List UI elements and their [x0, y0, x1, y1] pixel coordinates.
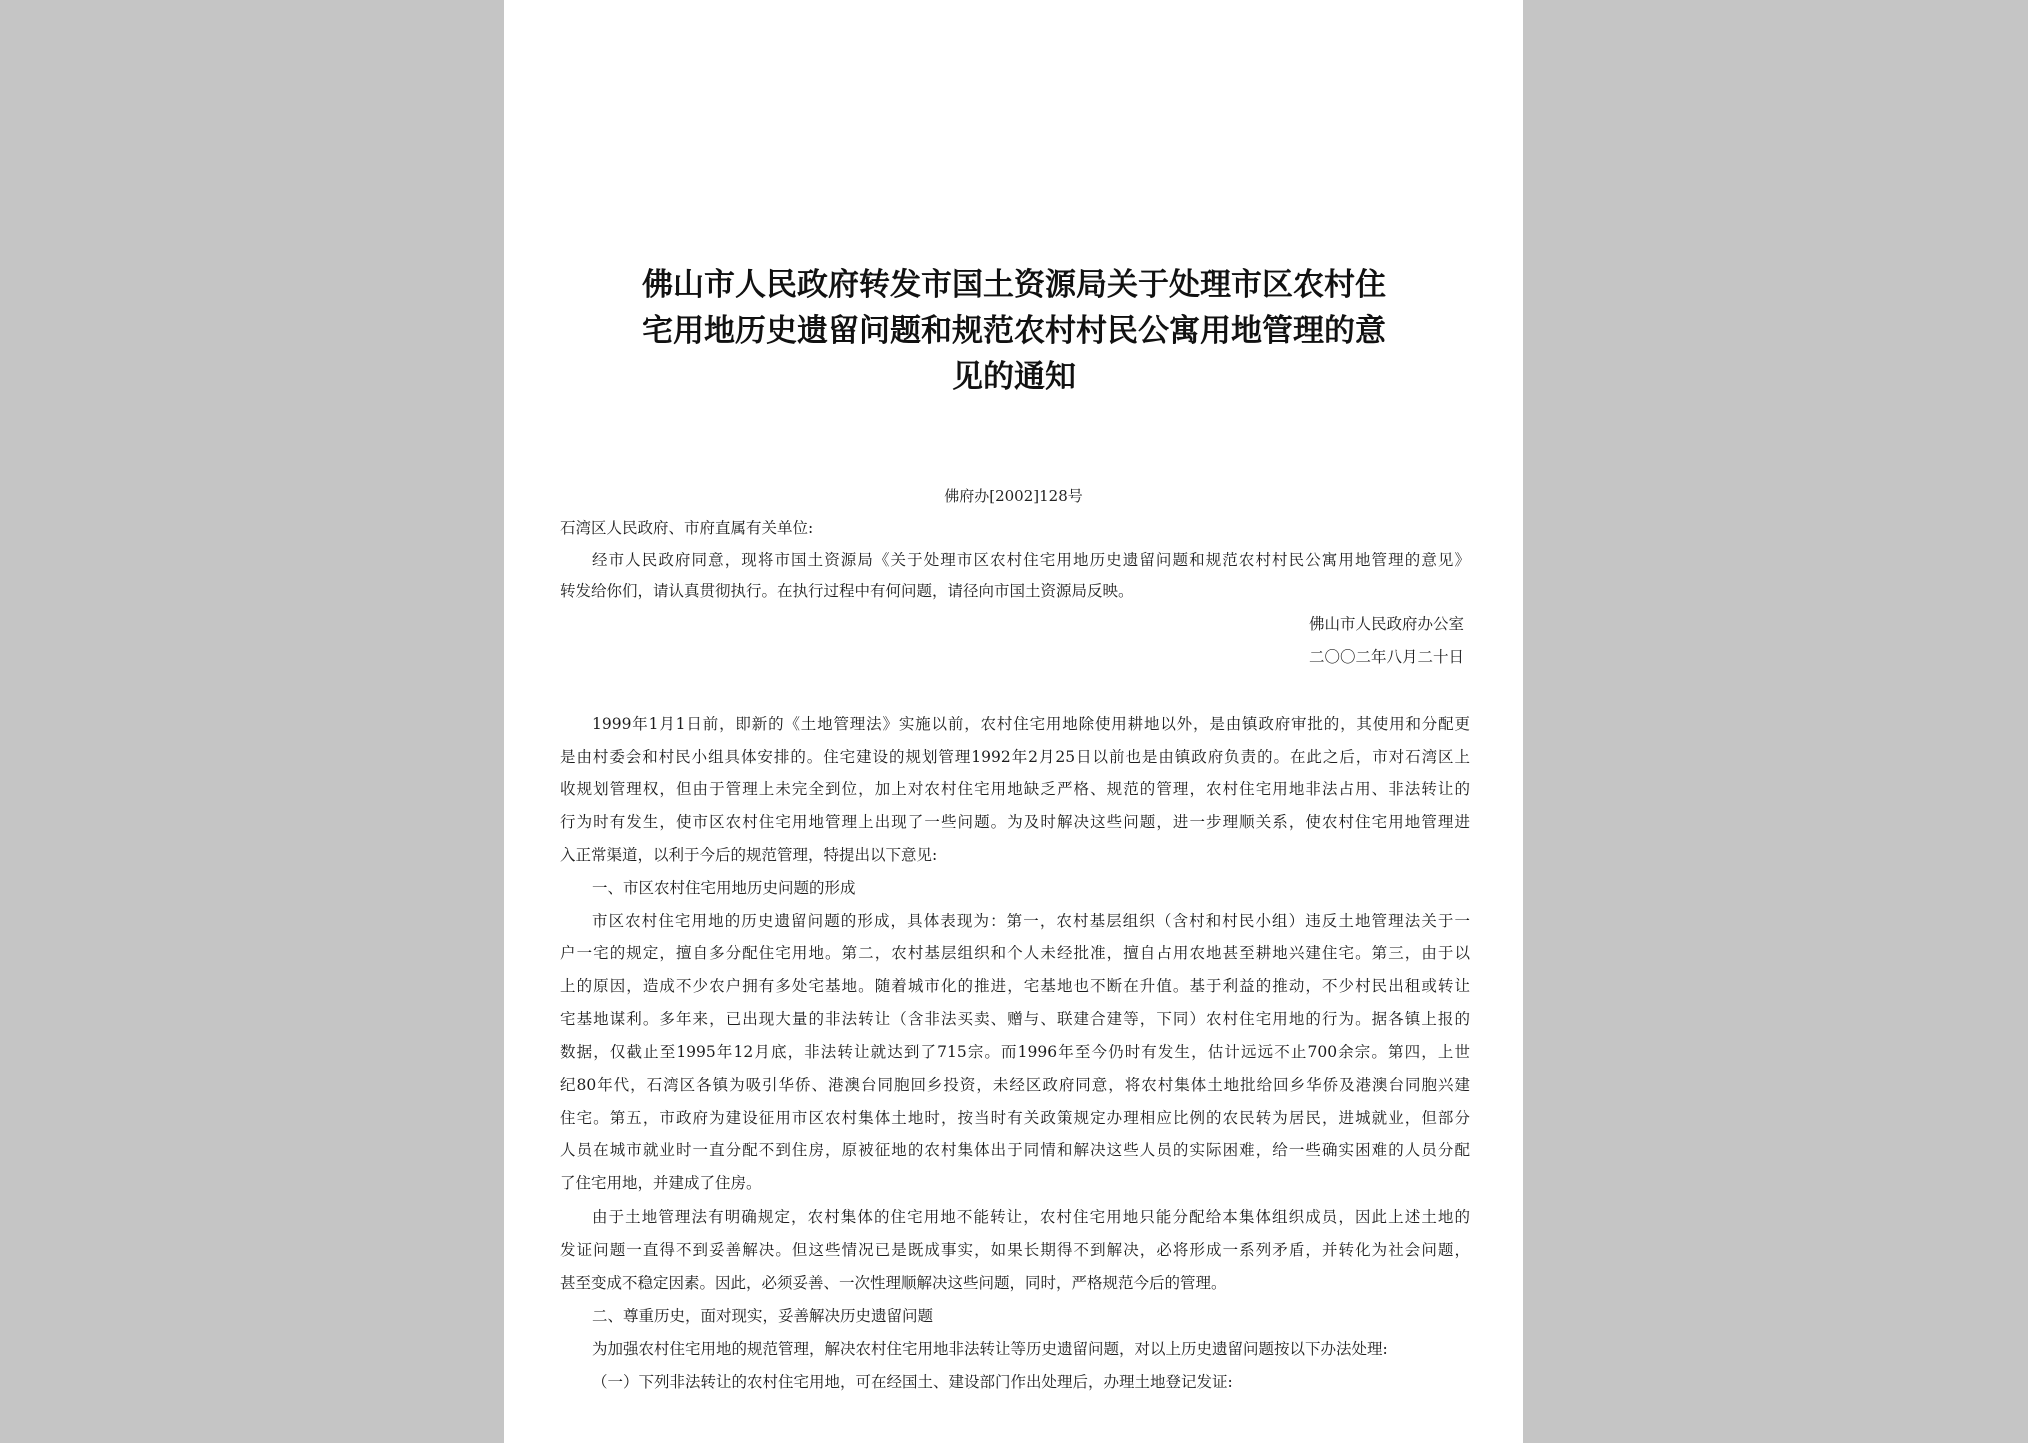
title-line-3: 见的通知	[952, 359, 1076, 395]
body-line: 收规划管理权，但由于管理上未完全到位，加上对农村住宅用地缺乏严格、规范的管理，农村住宅用地非法占用、非法转让的	[560, 780, 1470, 798]
section-heading: 一、市区农村住宅用地历史问题的形成	[592, 879, 856, 897]
body-line: 户一宅的规定，擅自多分配住宅用地。第二，农村基层组织和个人未经批准，擅自占用农地甚至耕地兴建住宅。第三，由于以	[560, 944, 1470, 962]
issue-date: 二〇〇二年八月二十日	[1308, 648, 1464, 666]
issuer-signature: 佛山市人民政府办公室	[1308, 615, 1464, 633]
body-line: 为加强农村住宅用地的规范管理，解决农村住宅用地非法转让等历史遗留问题，对以上历史遗留问题按以下办法处理:	[592, 1340, 1388, 1358]
body-line: 了住宅用地，并建成了住房。	[560, 1174, 762, 1192]
document-number: 佛府办[2002]128号	[944, 487, 1083, 505]
body-line: 入正常渠道，以利于今后的规范管理，特提出以下意见:	[560, 846, 938, 864]
addressee: 石湾区人民政府、市府直属有关单位:	[560, 519, 814, 537]
body-line: 宅基地谋利。多年来，已出现大量的非法转让（含非法买卖、赠与、联建合建等，下同）农村住宅用地的行为。据各镇上报的	[560, 1010, 1470, 1028]
notice-line: 转发给你们，请认真贯彻执行。在执行过程中有何问题，请径向市国土资源局反映。	[560, 582, 1134, 600]
notice-line: 经市人民政府同意，现将市国土资源局《关于处理市区农村住宅用地历史遗留问题和规范农村村民公寓用地管理的意见》	[592, 551, 1470, 569]
body-line: 行为时有发生，使市区农村住宅用地管理上出现了一些问题。为及时解决这些问题，进一步理顺关系，使农村住宅用地管理进	[560, 813, 1470, 831]
body-line: 上的原因，造成不少农户拥有多处宅基地。随着城市化的推进，宅基地也不断在升值。基于利益的推动，不少村民出租或转让	[560, 977, 1470, 995]
body-line: 是由村委会和村民小组具体安排的。住宅建设的规划管理1992年2月25日以前也是由镇政府负责的。在此之后，市对石湾区上	[560, 748, 1470, 766]
document-page	[504, 0, 1523, 1443]
body-line: 由于土地管理法有明确规定，农村集体的住宅用地不能转让，农村住宅用地只能分配给本集体组织成员，因此上述土地的	[592, 1208, 1470, 1226]
body-line: 发证问题一直得不到妥善解决。但这些情况已是既成事实，如果长期得不到解决，必将形成一系列矛盾，并转化为社会问题，	[560, 1241, 1470, 1259]
section-heading: 二、尊重历史，面对现实，妥善解决历史遗留问题	[592, 1307, 934, 1325]
body-line: 甚至变成不稳定因素。因此，必须妥善、一次性理顺解决这些问题，同时，严格规范今后的管理。	[560, 1274, 1227, 1292]
title-line-2: 宅用地历史遗留问题和规范农村村民公寓用地管理的意	[642, 313, 1386, 349]
body-line: 市区农村住宅用地的历史遗留问题的形成，具体表现为：第一，农村基层组织（含村和村民小组）违反土地管理法关于一	[592, 912, 1470, 930]
body-line: 1999年1月1日前，即新的《土地管理法》实施以前，农村住宅用地除使用耕地以外，是由镇政府审批的，其使用和分配更	[592, 715, 1470, 733]
body-line: 数据，仅截止至1995年12月底，非法转让就达到了715宗。而1996年至今仍时有发生，估计远远不止700余宗。第四，上世	[560, 1043, 1470, 1061]
body-line: （一）下列非法转让的农村住宅用地，可在经国土、建设部门作出处理后，办理土地登记发证:	[592, 1373, 1233, 1391]
document-title	[570, 262, 1458, 400]
body-line: 人员在城市就业时一直分配不到住房，原被征地的农村集体出于同情和解决这些人员的实际困难，给一些确实困难的人员分配	[560, 1141, 1470, 1159]
title-line-1: 佛山市人民政府转发市国土资源局关于处理市区农村住	[642, 267, 1386, 303]
body-line: 住宅。第五，市政府为建设征用市区农村集体土地时，按当时有关政策规定办理相应比例的农民转为居民，进城就业，但部分	[560, 1109, 1470, 1127]
body-line: 纪80年代，石湾区各镇为吸引华侨、港澳台同胞回乡投资，未经区政府同意，将农村集体土地批给回乡华侨及港澳台同胞兴建	[560, 1076, 1470, 1094]
